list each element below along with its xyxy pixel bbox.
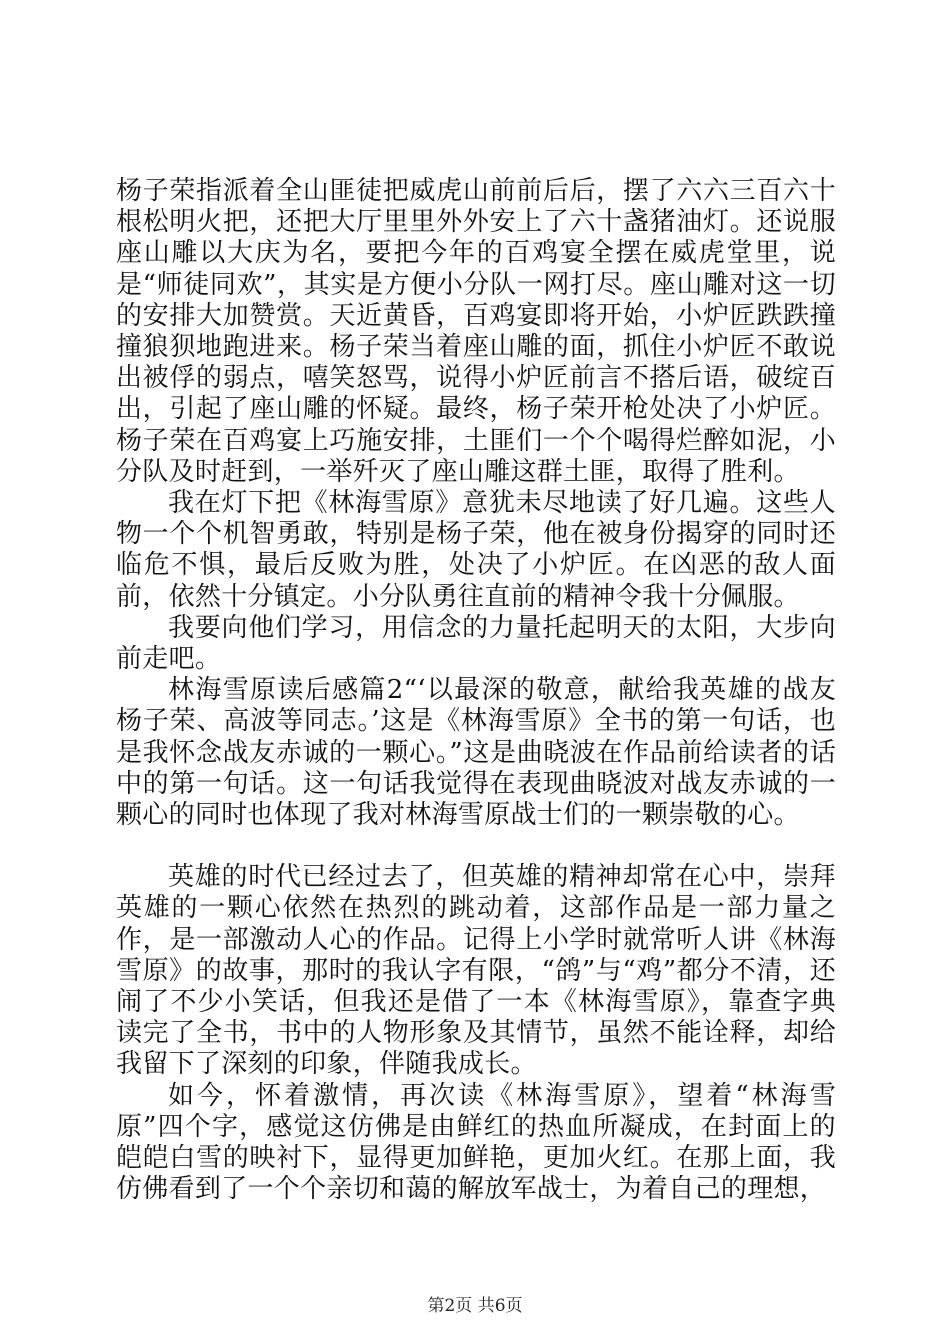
paragraph-hero-spirit: 英雄的时代已经过去了，但英雄的精神却常在心中，崇拜英雄的一颗心依然在热烈的跳动着，这部作品是一部力量之作，是一部激动人心的作品。记得上小学时就常听人讲《林海雪原》的故事，那时的我认字有限，“鸽”与“鸡”都分不清，还闹了不少小笑话，但我还是借了一本《林海雪原》，靠查字典读完了全书，书中的人物形象及其情节，虽然不能诠释，却给我留下了深刻的印象，伴随我成长。 <box>116 862 836 1080</box>
paragraph-essay-2-opening: 林海雪原读后感篇2“‘以最深的敬意，献给我英雄的战友杨子荣、高波等同志。’这是《林海雪原》全书的第一句话，也是我怀念战友赤诚的一颗心。”这是曲晓波在作品前给读者的话中的第一句话。这一句话我觉得在表现曲晓波对战友赤诚的一颗心的同时也体现了我对林海雪原战士们的一颗崇敬的心。 <box>116 675 836 831</box>
paragraph-spacer <box>116 831 836 862</box>
document-body <box>116 176 836 1206</box>
paragraph-reading-reflection: 我在灯下把《林海雪原》意犹未尽地读了好几遍。这些人物一个个机智勇敢，特别是杨子荣，他在被身份揭穿的同时还临危不惧，最后反败为胜，处决了小炉匠。在凶恶的敌人面前，依然十分镇定。小分队勇往直前的精神令我十分佩服。 <box>116 488 836 612</box>
paragraph-story-summary: 杨子荣指派着全山匪徒把威虎山前前后后，摆了六六三百六十根松明火把，还把大厅里里外外安上了六十盏猪油灯。还说服座山雕以大庆为名，要把今年的百鸡宴全摆在威虎堂里，说是“师徒同欢”，其实是方便小分队一网打尽。座山雕对这一切的安排大加赞赏。天近黄昏，百鸡宴即将开始，小炉匠跌跌撞撞狼狈地跑进来。杨子荣当着座山雕的面，抓住小炉匠不敢说出被俘的弱点，嘻笑怒骂，说得小炉匠前言不搭后语，破绽百出，引起了座山雕的怀疑。最终，杨子荣开枪处决了小炉匠。杨子荣在百鸡宴上巧施安排，土匪们一个个喝得烂醉如泥，小分队及时赶到，一举歼灭了座山雕这群土匪，取得了胜利。 <box>116 176 836 487</box>
paragraph-resolution: 我要向他们学习，用信念的力量托起明天的太阳，大步向前走吧。 <box>116 612 836 675</box>
page-number: 第2页 共6页 <box>427 1296 523 1316</box>
paragraph-rereading: 如今，怀着激情，再次读《林海雪原》，望着“林海雪原”四个字，感觉这仿佛是由鲜红的热血所凝成，在封面上的皑皑白雪的映衬下，显得更加鲜艳，更加火红。在那上面，我仿佛看到了一个个亲切和蔼的解放军战士，为着自己的理想， <box>116 1080 836 1205</box>
